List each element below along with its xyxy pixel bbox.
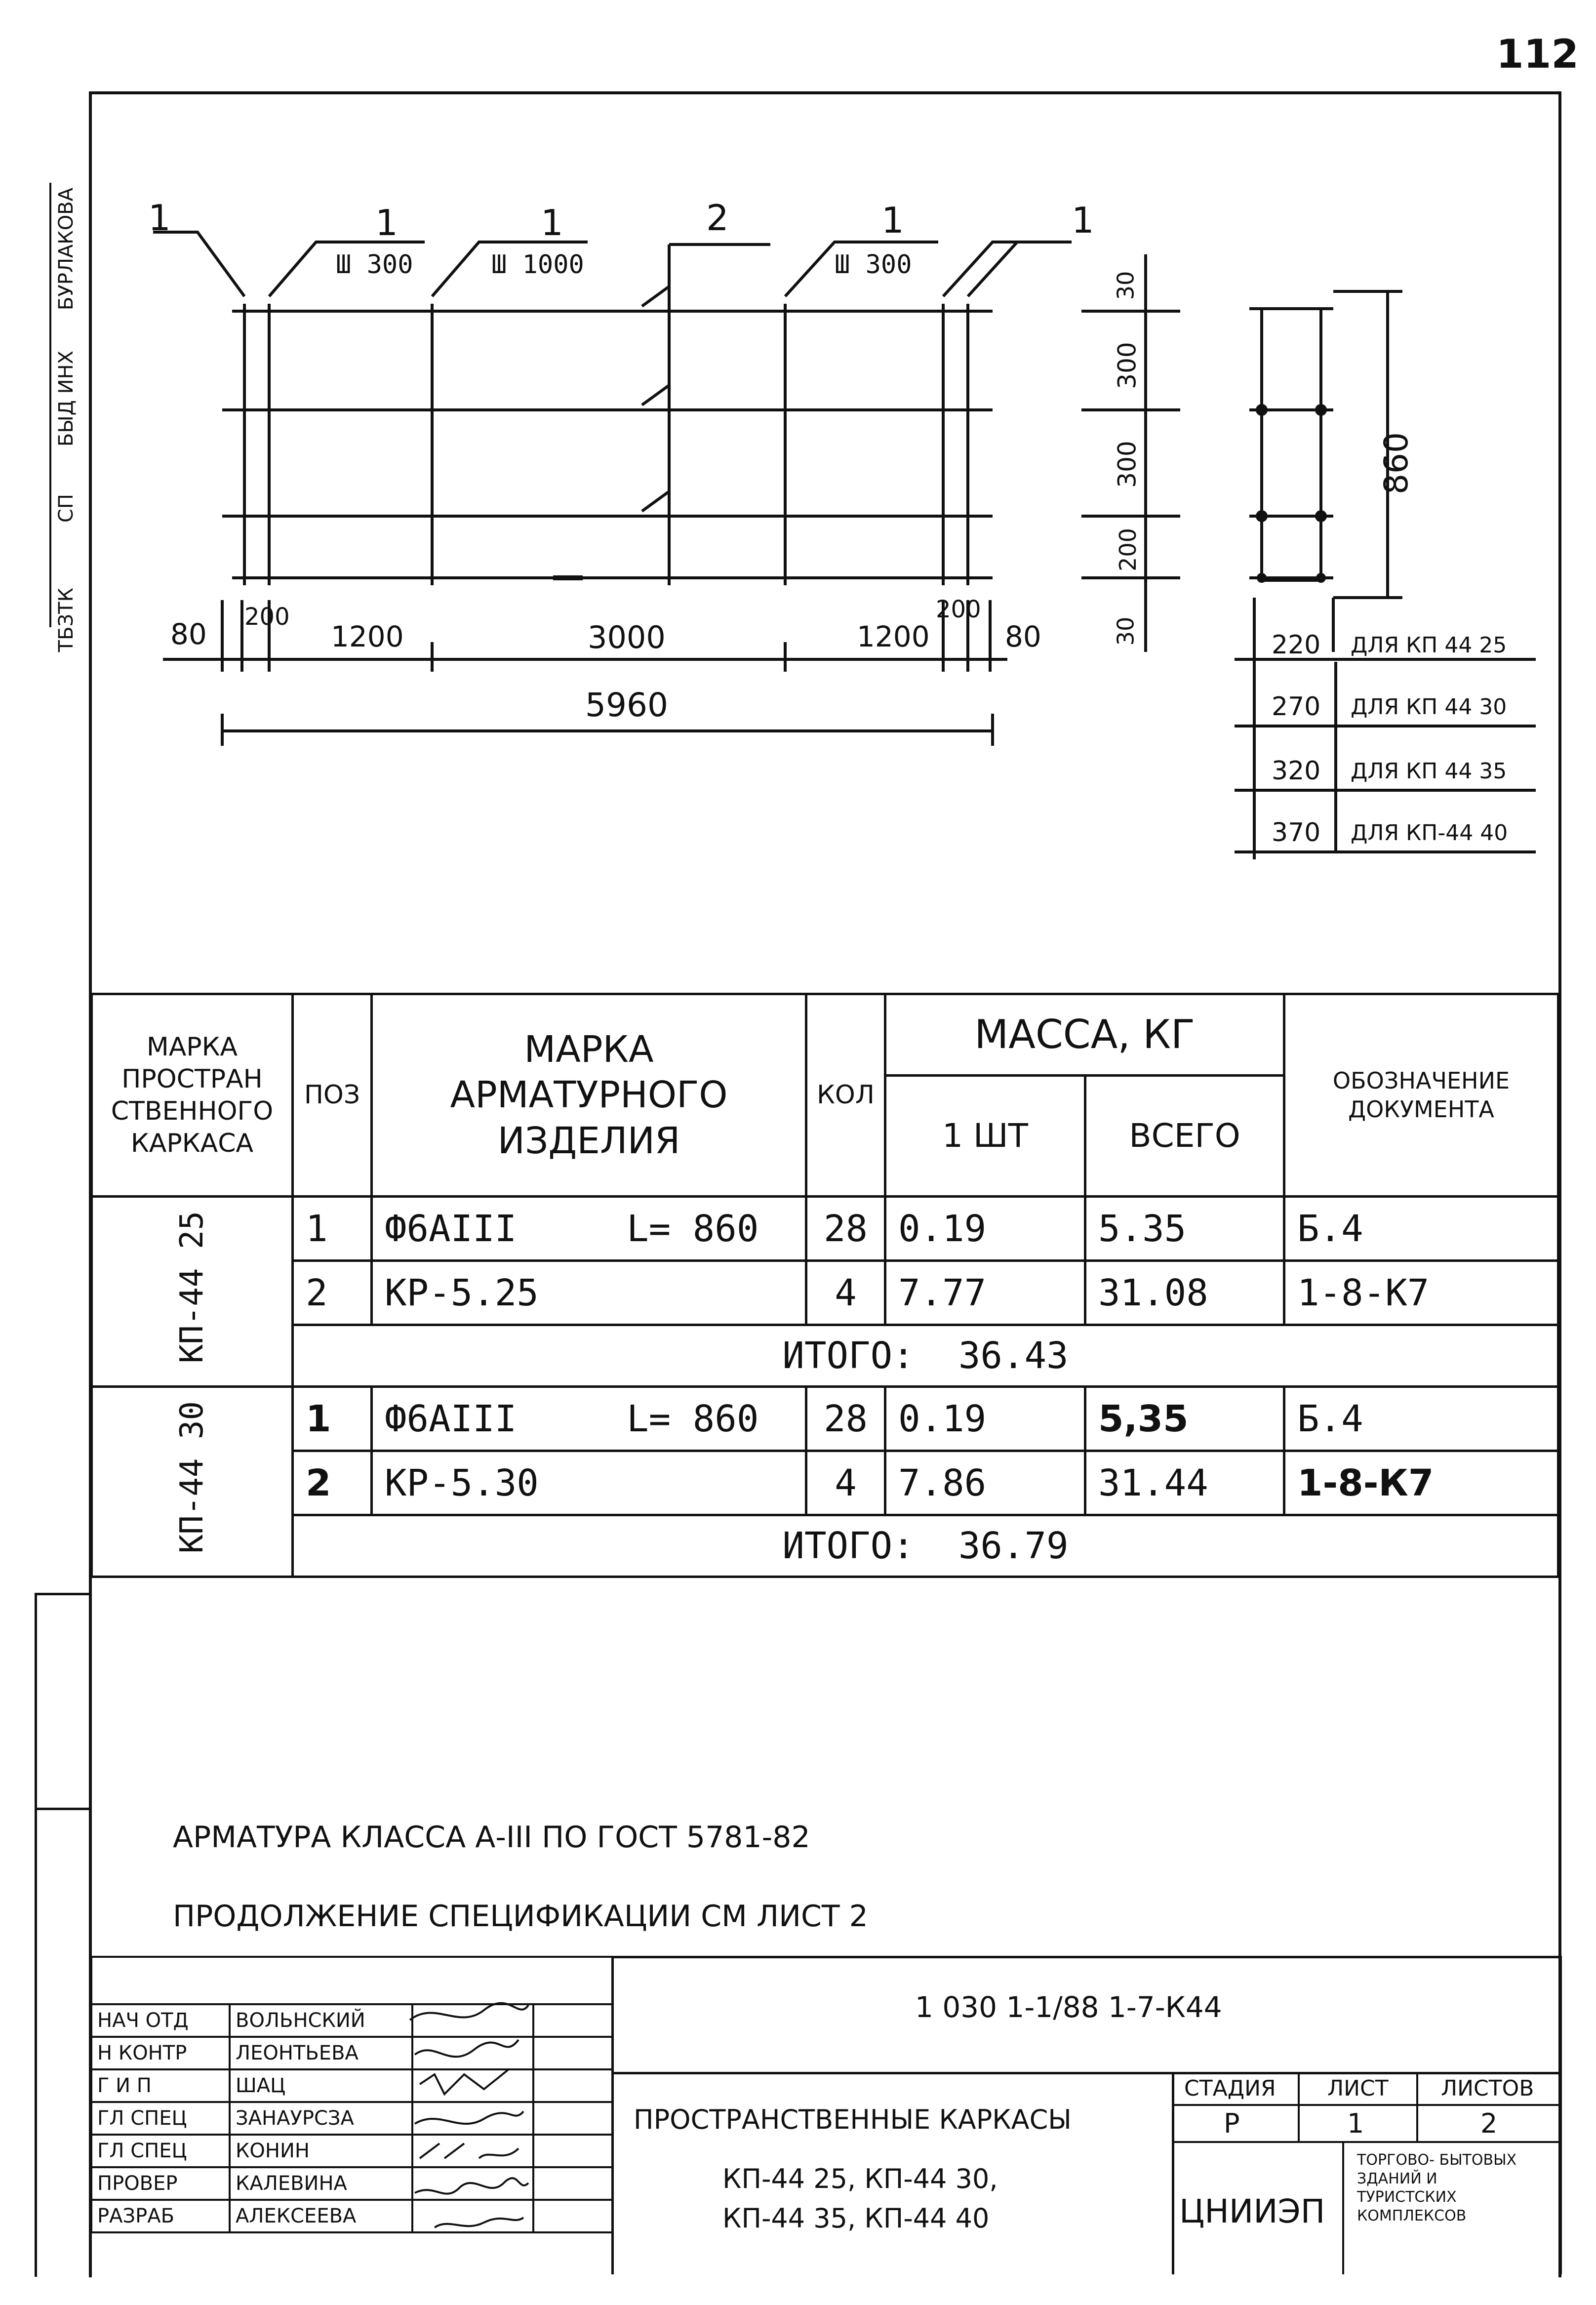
role: ПРОВЕР bbox=[91, 2167, 230, 2200]
date bbox=[533, 2037, 612, 2069]
date bbox=[533, 2069, 612, 2102]
row-document: 1-8-К7 bbox=[1284, 1451, 1558, 1515]
row-mass-total: 5.35 bbox=[1085, 1197, 1284, 1261]
row-pos: 2 bbox=[293, 1451, 372, 1515]
width-label-4: ДЛЯ КП-44 40 bbox=[1351, 820, 1508, 846]
dim-200-left: 200 bbox=[244, 603, 290, 631]
row-pos: 1 bbox=[293, 1197, 372, 1261]
date bbox=[533, 2004, 612, 2037]
row-item: Ф6АIII L= 860 bbox=[372, 1197, 806, 1261]
row-item: КР-5.30 bbox=[372, 1451, 806, 1515]
width-label-1: ДЛЯ КП 44 25 bbox=[1351, 633, 1507, 658]
role: НАЧ ОТД bbox=[91, 2004, 230, 2037]
row-document: Б.4 bbox=[1284, 1387, 1558, 1451]
dim-80-left: 80 bbox=[170, 617, 207, 651]
note-rebar-class: АРМАТУРА КЛАССА А-III ПО ГОСТ 5781-82 bbox=[173, 1820, 810, 1855]
row-qty: 28 bbox=[806, 1197, 885, 1261]
row-mass-total: 31.44 bbox=[1085, 1451, 1284, 1515]
header-mass: МАССА, КГ bbox=[885, 994, 1284, 1076]
width-label-3: ДЛЯ КП 44 35 bbox=[1351, 759, 1507, 784]
row-document: 1-8-К7 bbox=[1284, 1261, 1558, 1325]
document-code: 1 030 1-1/88 1-7-К44 bbox=[915, 1990, 1222, 2024]
title-block-blank bbox=[91, 1957, 612, 2004]
row-item: Ф6АIII L= 860 bbox=[372, 1387, 806, 1451]
date bbox=[533, 2200, 612, 2232]
stage-label: СТАДИЯ bbox=[1184, 2076, 1276, 2101]
sheets-value: 2 bbox=[1480, 2108, 1498, 2139]
frame-mark-label: КП-44 30 bbox=[174, 1401, 210, 1554]
side-stamp-code: ТБЗТК bbox=[55, 588, 78, 652]
org-col-line bbox=[1342, 2141, 1344, 2274]
sheet-value: 1 bbox=[1347, 2108, 1364, 2139]
pitch-label-2: Ш 1000 bbox=[491, 250, 584, 280]
row-pos: 1 bbox=[293, 1387, 372, 1451]
title-line-2: КП-44 25, КП-44 30, bbox=[722, 2163, 998, 2194]
row-mass-total: 5,35 bbox=[1085, 1387, 1284, 1451]
person-name: АЛЕКСЕЕВА bbox=[230, 2200, 412, 2232]
role: Г И П bbox=[91, 2069, 230, 2102]
header-document: ОБОЗНАЧЕНИЕ ДОКУМЕНТА bbox=[1284, 994, 1558, 1197]
frame-mark-label: КП-44 25 bbox=[174, 1211, 210, 1364]
row-qty: 4 bbox=[806, 1261, 885, 1325]
dim-total: 5960 bbox=[585, 686, 668, 724]
date bbox=[533, 2135, 612, 2167]
header-pos: ПОЗ bbox=[293, 994, 372, 1197]
header-item-mark: МАРКА АРМАТУРНОГО ИЗДЕЛИЯ bbox=[372, 994, 806, 1197]
row-qty: 28 bbox=[806, 1387, 885, 1451]
pitch-label-1: Ш 300 bbox=[336, 250, 413, 280]
stage-col-line-2 bbox=[1416, 2072, 1418, 2141]
row-mass-one: 0.19 bbox=[885, 1387, 1085, 1451]
specification-table bbox=[90, 993, 1559, 1578]
title-block-main bbox=[611, 1956, 1562, 2274]
width-value-2: 270 bbox=[1272, 692, 1321, 722]
width-value-4: 370 bbox=[1272, 818, 1321, 848]
vdim-300-b: 300 bbox=[1113, 441, 1142, 488]
stage-row-line-2 bbox=[1174, 2141, 1562, 2143]
dim-1200-left: 1200 bbox=[331, 620, 404, 653]
organization: ЦНИИЭП bbox=[1179, 2192, 1325, 2230]
side-stamp-dept: БЫД ИНХ bbox=[55, 351, 78, 447]
stage-block bbox=[1172, 2072, 1562, 2274]
row-document: Б.4 bbox=[1284, 1197, 1558, 1261]
dim-1200-right: 1200 bbox=[857, 620, 930, 653]
width-value-1: 220 bbox=[1272, 630, 1321, 660]
date bbox=[533, 2102, 612, 2135]
width-label-2: ДЛЯ КП 44 30 bbox=[1351, 694, 1507, 720]
header-qty: КОЛ bbox=[806, 994, 885, 1197]
header-mass-total: ВСЕГО bbox=[1085, 1076, 1284, 1197]
title-line-1: ПРОСТРАНСТВЕННЫЕ КАРКАСЫ bbox=[634, 2104, 1072, 2135]
role: Н КОНТР bbox=[91, 2037, 230, 2069]
person-name: ВОЛЬНСКИЙ bbox=[230, 2004, 412, 2037]
dim-200-right: 200 bbox=[936, 596, 981, 623]
callout-1b: 1 bbox=[375, 202, 398, 243]
binding-divider bbox=[35, 1808, 89, 1810]
stage-value: Р bbox=[1224, 2108, 1240, 2139]
role: ГЛ СПЕЦ bbox=[91, 2102, 230, 2135]
role: РАЗРАБ bbox=[91, 2200, 230, 2232]
side-stamp-name: БУРЛАКОВА bbox=[55, 188, 78, 311]
person-name: КОНИН bbox=[230, 2135, 412, 2167]
callout-1a: 1 bbox=[148, 197, 171, 239]
row-mass-total: 31.08 bbox=[1085, 1261, 1284, 1325]
callout-1e: 1 bbox=[1072, 200, 1094, 241]
title-line-3: КП-44 35, КП-44 40 bbox=[722, 2203, 990, 2234]
page-number: 112 bbox=[1496, 31, 1579, 77]
vdim-30-bottom: 30 bbox=[1112, 616, 1139, 646]
person-name: ШАЦ bbox=[230, 2069, 412, 2102]
vdim-300-a: 300 bbox=[1113, 342, 1142, 389]
subtotal-row: ИТОГО: 36.79 bbox=[293, 1515, 1558, 1577]
date bbox=[533, 2167, 612, 2200]
sheet-label: ЛИСТ bbox=[1327, 2076, 1389, 2101]
note-continuation: ПРОДОЛЖЕНИЕ СПЕЦИФИКАЦИИ СМ ЛИСТ 2 bbox=[173, 1899, 868, 1934]
header-mass-one: 1 ШТ bbox=[885, 1076, 1085, 1197]
signature-marks bbox=[405, 2000, 538, 2267]
row-pos: 2 bbox=[293, 1261, 372, 1325]
row-qty: 4 bbox=[806, 1451, 885, 1515]
person-name: КАЛЕВИНА bbox=[230, 2167, 412, 2200]
section-height: 860 bbox=[1377, 432, 1415, 494]
side-stamp-sp: СП bbox=[55, 494, 78, 523]
frame-mark-group-1 bbox=[92, 1197, 293, 1387]
callout-1c: 1 bbox=[541, 202, 563, 243]
callout-2: 2 bbox=[706, 197, 729, 239]
stage-col-line-1 bbox=[1298, 2072, 1300, 2141]
organization-subtitle: ТОРГОВО- БЫТОВЫХ ЗДАНИЙ И ТУРИСТСКИХ КОМПЛЕКСОВ bbox=[1357, 2151, 1517, 2224]
header-frame-mark: МАРКА ПРОСТРАН СТВЕННОГО КАРКАСА bbox=[92, 994, 293, 1197]
callout-1d: 1 bbox=[881, 200, 904, 241]
width-value-3: 320 bbox=[1272, 756, 1321, 786]
row-mass-one: 7.86 bbox=[885, 1451, 1085, 1515]
person-name: ЗАНАУРСЗА bbox=[230, 2102, 412, 2135]
binding-strip bbox=[35, 1593, 91, 2277]
row-mass-one: 7.77 bbox=[885, 1261, 1085, 1325]
person-name: ЛЕОНТЬЕВА bbox=[230, 2037, 412, 2069]
vdim-30-top: 30 bbox=[1112, 271, 1139, 300]
dim-80-right: 80 bbox=[1005, 620, 1041, 653]
frame-mark-group-2 bbox=[92, 1387, 293, 1577]
role: ГЛ СПЕЦ bbox=[91, 2135, 230, 2167]
stage-row-line-1 bbox=[1174, 2104, 1562, 2106]
vdim-200: 200 bbox=[1114, 528, 1141, 571]
subtotal-row: ИТОГО: 36.43 bbox=[293, 1325, 1558, 1387]
row-item: КР-5.25 bbox=[372, 1261, 806, 1325]
sheets-label: ЛИСТОВ bbox=[1441, 2076, 1534, 2101]
pitch-label-3: Ш 300 bbox=[835, 250, 912, 280]
dim-3000: 3000 bbox=[588, 619, 666, 655]
row-mass-one: 0.19 bbox=[885, 1197, 1085, 1261]
